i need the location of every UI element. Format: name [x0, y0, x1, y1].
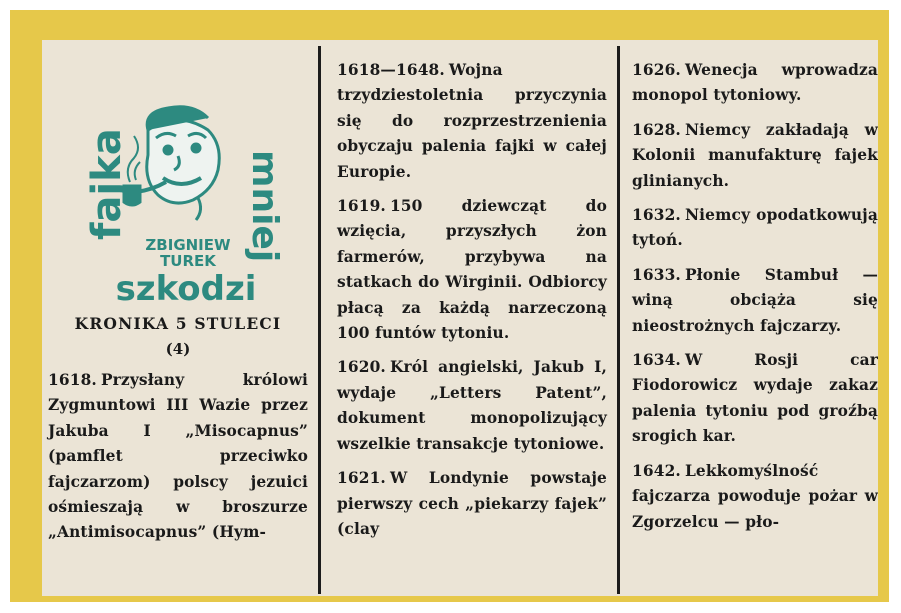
column-1-text: [48, 312, 308, 555]
logo-author-first: ZBIGNIEW: [145, 236, 231, 254]
logo-word-left: fajka: [84, 128, 130, 240]
chronicle-entry: 1633. Płonie Stambuł — winą obciąża się nieostrożnych fajczarzy.: [632, 265, 878, 335]
chronicle-entry: 1626. Wenecja wprowadza monopol tytoniowy.: [632, 61, 878, 105]
section-title: KRONIKA 5 STULECI: [74, 314, 282, 333]
chronicle-entry: 1642. Lekkomyślność fajczarza powoduje pożar w Zgorzelcu — pło-: [632, 461, 878, 531]
chronicle-entry: 1621. W Londynie powstaje pierwszy cech „piekarzy fajek” (clay: [337, 469, 607, 538]
chronicle-entry: 1628. Niemcy zakładają w Kolonii manufakturę fajek glinianych.: [632, 120, 878, 190]
section-part: (4): [165, 340, 191, 358]
logo-word-right: mniej: [244, 150, 285, 263]
column-divider: [318, 46, 321, 594]
column-divider: [617, 46, 620, 594]
chronicle-entry: 1619. 150 dziewcząt do wzięcia, przyszłych żon farmerów, przybywa na statkach do Wirginii. Odbiorcy płacą za każdą narzeczoną 100 funtów tytoniu.: [337, 197, 607, 343]
column-2: [337, 58, 607, 551]
chronicle-entry: 1618—1648. Wojna trzydziestoletnia przyczynia się do rozprzestrzenienia obyczaju palenia fajki w całej Europie.: [337, 61, 607, 181]
chronicle-entry: 1632. Niemcy opodatkowują tytoń.: [632, 206, 878, 250]
chronicle-entry: 1634. W Rosji car Fiodorowicz wydaje zakaz palenia tytoniu pod groźbą srogich kar.: [632, 351, 878, 446]
newspaper-clipping: [42, 40, 878, 596]
logo-word-bottom: szkodzi: [115, 269, 257, 309]
chronicle-entry: 1618. Przysłany królowi Zygmuntowi III Wazie przez Jakuba I „Misocapnus” (pamflet przeciwko fajczarzom) polscy jezuici ośmieszają w broszurze „Antimisocapnus” (Hym-: [48, 371, 308, 542]
column-3: [632, 58, 878, 544]
logo-author-last: TUREK: [160, 252, 216, 270]
chronicle-entry: 1620. Król angielski, Jakub I, wydaje „Letters Patent”, dokument monopolizujący wszelkie transakcje tytoniowe.: [337, 358, 607, 453]
fajka-logo: [48, 90, 308, 310]
clipping-frame: [10, 10, 889, 602]
pipe-smoker-icon: [124, 107, 219, 220]
